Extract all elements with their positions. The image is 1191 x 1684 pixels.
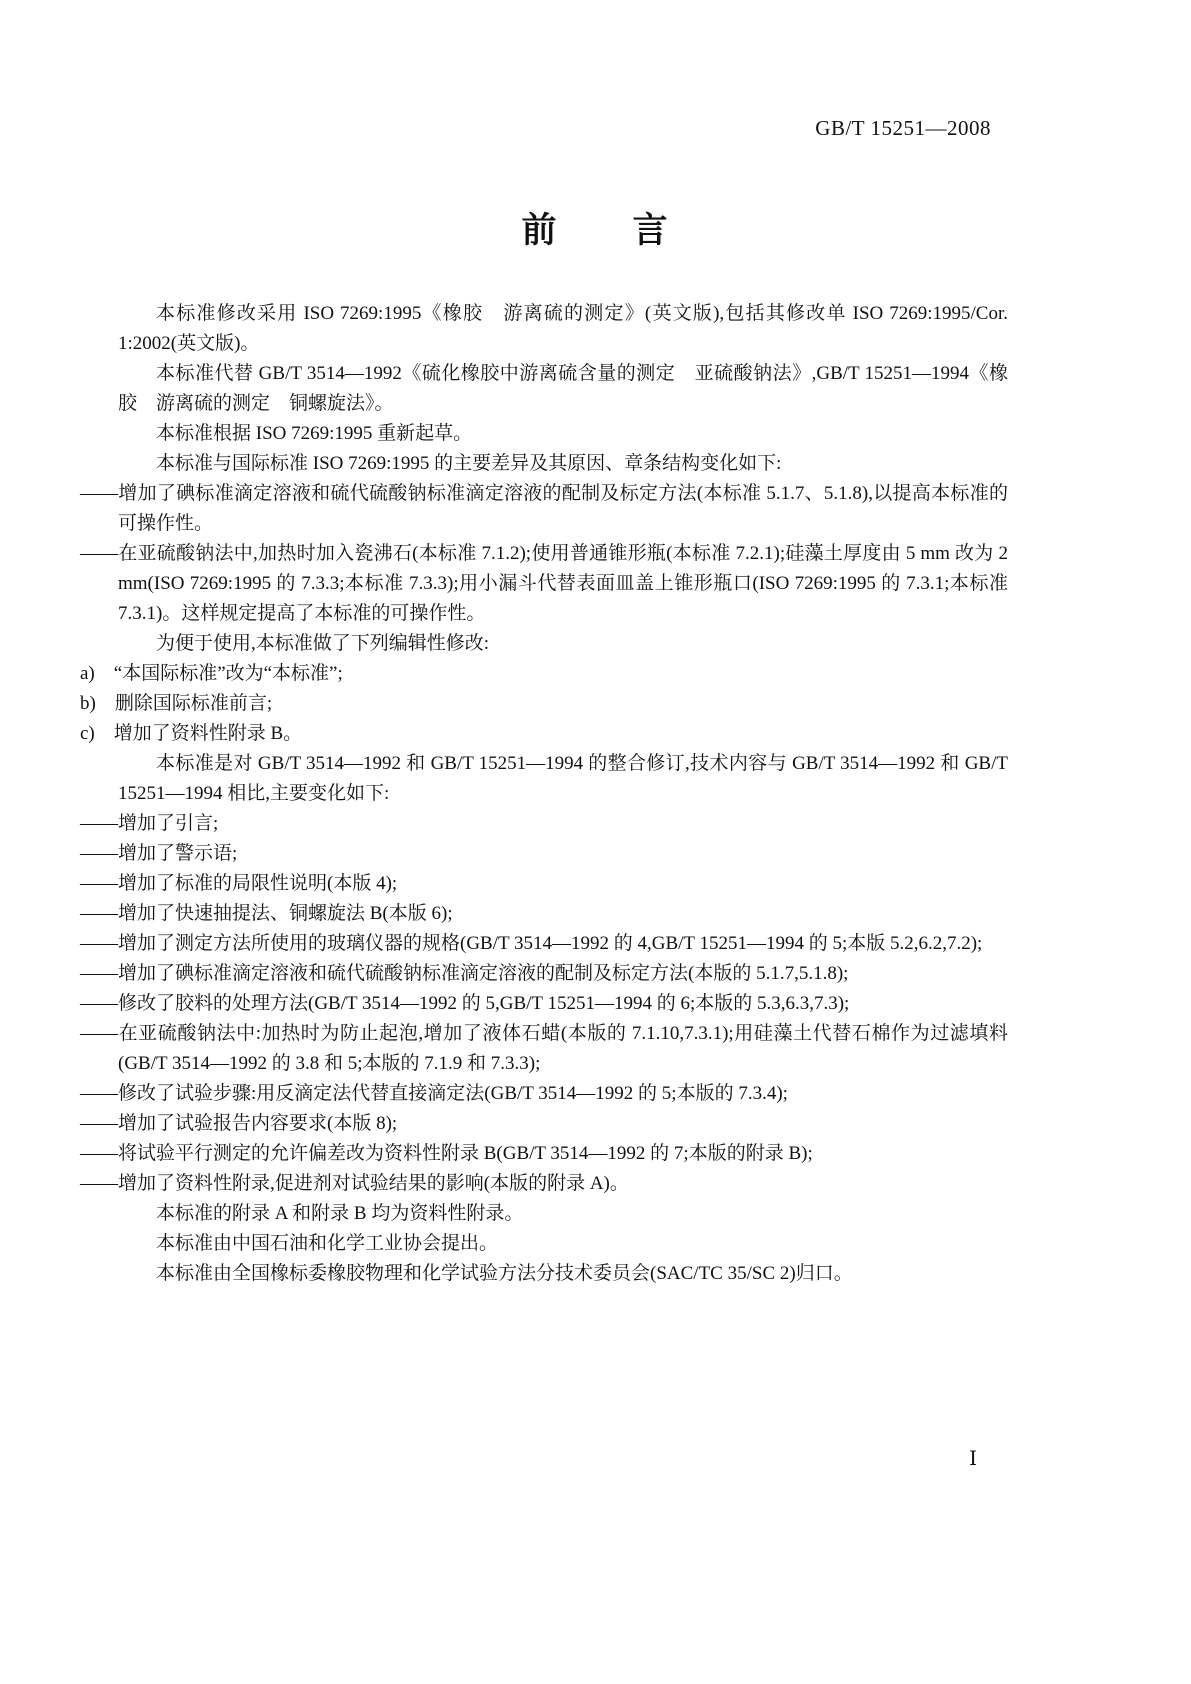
list-item-dash: ——修改了试验步骤:用反滴定法代替直接滴定法(GB/T 3514—1992 的 5;本版的 7.3.4); <box>80 1083 788 1104</box>
list-item-dash: ——在亚硫酸钠法中:加热时为防止起泡,增加了液体石蜡(本版的 7.1.10,7.3.1);用硅藻土代替石棉作为过滤填料(GB/T 3514—1992 的 3.8 和 5;本版的 7.1.9 和 7.3.3); <box>80 1023 1008 1074</box>
paragraph: 本标准由全国橡标委橡胶物理和化学试验方法分技术委员会(SAC/TC 35/SC 2)归口。 <box>156 1263 853 1284</box>
paragraph: 为便于使用,本标准做了下列编辑性修改: <box>156 633 490 654</box>
list-item-letter: b) 删除国际标准前言; <box>80 693 273 714</box>
paragraph: 本标准由中国石油和化学工业协会提出。 <box>156 1233 499 1254</box>
list-item-dash: ——增加了碘标准滴定溶液和硫代硫酸钠标准滴定溶液的配制及标定方法(本标准 5.1.7、5.1.8),以提高本标准的可操作性。 <box>80 483 1008 534</box>
paragraph: 本标准修改采用 ISO 7269:1995《橡胶 游离硫的测定》(英文版),包括其修改单 ISO 7269:1995/Cor. 1:2002(英文版)。 <box>118 303 1008 354</box>
list-item-dash: ——增加了资料性附录,促进剂对试验结果的影响(本版的附录 A)。 <box>80 1173 629 1194</box>
list-item-dash: ——增加了警示语; <box>80 843 238 864</box>
paragraph: 本标准根据 ISO 7269:1995 重新起草。 <box>156 423 473 444</box>
list-item-dash: ——增加了标准的局限性说明(本版 4); <box>80 873 398 894</box>
standard-number: GB/T 15251—2008 <box>815 116 991 140</box>
foreword-body <box>80 299 1008 1289</box>
list-item-dash: ——增加了测定方法所使用的玻璃仪器的规格(GB/T 3514—1992 的 4,GB/T 15251—1994 的 5;本版 5.2,6.2,7.2); <box>80 933 983 954</box>
paragraph: 本标准代替 GB/T 3514—1992《硫化橡胶中游离硫含量的测定 亚硫酸钠法》,GB/T 15251—1994《橡胶 游离硫的测定 铜螺旋法》。 <box>118 363 1008 414</box>
page-number: Ⅰ <box>969 1448 977 1470</box>
list-item-dash: ——增加了引言; <box>80 813 219 834</box>
list-item-dash: ——修改了胶料的处理方法(GB/T 3514—1992 的 5,GB/T 15251—1994 的 6;本版的 5.3,6.3,7.3); <box>80 993 850 1014</box>
list-item-letter: c) 增加了资料性附录 B。 <box>80 723 303 744</box>
page-title: 前 言 <box>521 211 670 250</box>
list-item-dash: ——增加了碘标准滴定溶液和硫代硫酸钠标准滴定溶液的配制及标定方法(本版的 5.1.7,5.1.8); <box>80 963 849 984</box>
list-item-dash: ——增加了试验报告内容要求(本版 8); <box>80 1113 398 1134</box>
paragraph: 本标准与国际标准 ISO 7269:1995 的主要差异及其原因、章条结构变化如下: <box>156 453 782 474</box>
list-item-dash: ——增加了快速抽提法、铜螺旋法 B(本版 6); <box>80 903 453 924</box>
list-item-dash: ——在亚硫酸钠法中,加热时加入瓷沸石(本标准 7.1.2);使用普通锥形瓶(本标准 7.2.1);硅藻土厚度由 5 mm 改为 2 mm(ISO 7269:1995 的 7.3.3;本标准 7.3.3);用小漏斗代替表面皿盖上锥形瓶口(ISO 7269:1995 的 7.3.1;本标准 7.3.1)。这样规定提高了本标准的可操作性。 <box>80 543 1008 624</box>
paragraph: 本标准的附录 A 和附录 B 均为资料性附录。 <box>156 1203 524 1224</box>
list-item-letter: a) “本国际标准”改为“本标准”; <box>80 663 343 684</box>
list-item-dash: ——将试验平行测定的允许偏差改为资料性附录 B(GB/T 3514—1992 的 7;本版的附录 B); <box>80 1143 813 1164</box>
paragraph: 本标准是对 GB/T 3514—1992 和 GB/T 15251—1994 的整合修订,技术内容与 GB/T 3514—1992 和 GB/T 15251—1994 相比,主要变化如下: <box>118 753 1008 804</box>
